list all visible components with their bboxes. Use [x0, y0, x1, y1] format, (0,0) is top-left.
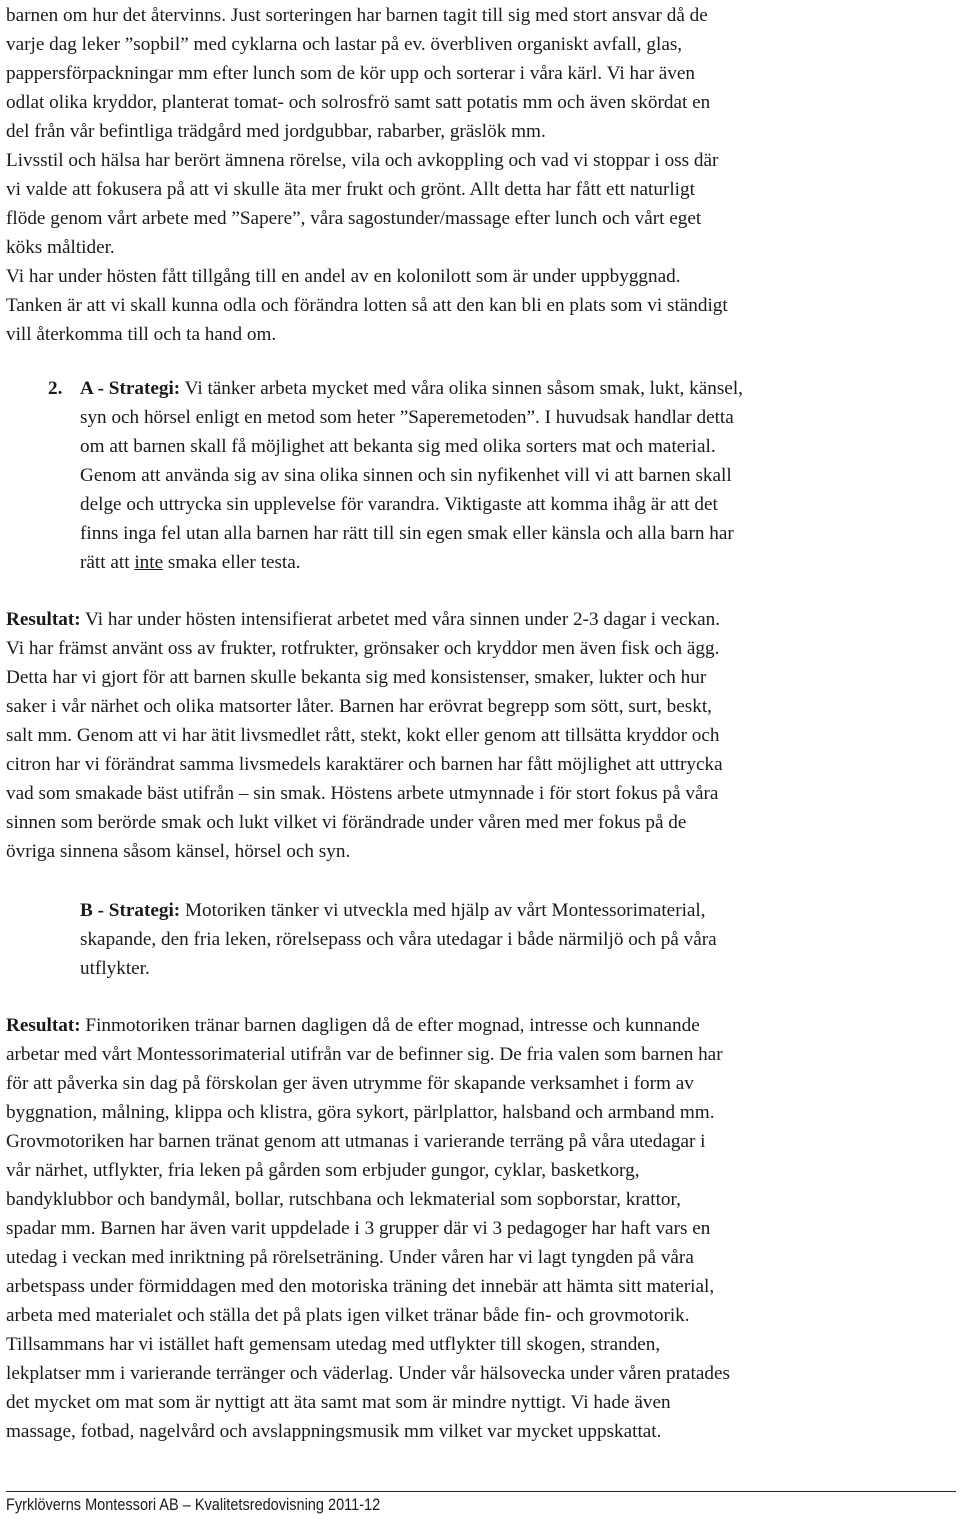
- text-line: köks måltider.: [6, 237, 115, 258]
- text-line: spadar mm. Barnen har även varit uppdelade i 3 grupper där vi 3 pedagoger har haft vars en: [6, 1218, 711, 1239]
- item-number: 2.: [48, 378, 63, 399]
- text-line: odlat olika kryddor, planterat tomat- och solrosfrö samt satt potatis mm och även skördat en: [6, 92, 711, 113]
- text-line: Detta har vi gjort för att barnen skulle bekanta sig med konsistenser, smaker, lukter och hur: [6, 667, 707, 688]
- text-line: övriga sinnena såsom känsel, hörsel och syn.: [6, 841, 351, 862]
- text-run: Motoriken tänker vi utveckla med hjälp av vårt Montessorimaterial,: [180, 900, 706, 921]
- intro-paragraph: [6, 1, 956, 349]
- text-line: vår närhet, utflykter, fria leken på gården som erbjuder gungor, cyklar, basketkorg,: [6, 1160, 640, 1181]
- text-line: för att påverka sin dag på förskolan ger även utrymme för skapande verksamhet i form av: [6, 1073, 694, 1094]
- text-line: syn och hörsel enligt en metod som heter ”Saperemetoden”. I huvudsak handlar detta: [80, 407, 734, 428]
- text-line: Livsstil och hälsa har berört ämnena rörelse, vila och avkoppling och vad vi stoppar i oss där: [6, 150, 719, 171]
- text-line: vi valde att fokusera på att vi skulle äta mer frukt och grönt. Allt detta har fått ett naturligt: [6, 179, 695, 200]
- text-line: Vi har främst använt oss av frukter, rotfrukter, grönsaker och kryddor men även fisk och ägg.: [6, 638, 720, 659]
- text-line: arbeta med materialet och ställa det på plats igen vilket tränar både fin- och grovmotorik.: [6, 1305, 690, 1326]
- page-footer: Fyrklöverns Montessori AB – Kvalitetsredovisning 2011-12: [6, 1496, 381, 1514]
- text-run: Finmotoriken tränar barnen dagligen då de efter mognad, intresse och kunnande: [80, 1015, 700, 1036]
- text-line: [80, 896, 960, 925]
- text-line: citron har vi förändrat samma livsmedels karaktärer och barnen har fått möjlighet att uttrycka: [6, 754, 723, 775]
- text-line: bandyklubbor och bandymål, bollar, rutschbana och lekmaterial som sopborstar, krattor,: [6, 1189, 681, 1210]
- text-line: Tillsammans har vi istället haft gemensam utedag med utflykter till skogen, stranden,: [6, 1334, 661, 1355]
- strategy-a-label: A - Strategi:: [80, 378, 181, 399]
- text-line: sinnen som berörde smak och lukt vilket vi förändrade under våren med mer fokus på de: [6, 812, 687, 833]
- result-b-paragraph: [6, 1011, 956, 1446]
- text-line: arbetspass under förmiddagen med den motoriska träning det innebär att hämta sitt material,: [6, 1276, 715, 1297]
- text-line: varje dag leker ”sopbil” med cyklarna och lastar på ev. överbliven organiskt avfall, glas,: [6, 34, 683, 55]
- text-line: barnen om hur det återvinns. Just sorteringen har barnen tagit till sig med stort ansvar då de: [6, 5, 708, 26]
- text-line: det mycket om mat som är nyttigt att äta samt mat som är mindre nyttigt. Vi hade även: [6, 1392, 671, 1413]
- footer-divider: [6, 1491, 956, 1492]
- text-line: Genom att använda sig av sina olika sinnen och sin nyfikenhet vill vi att barnen skall: [80, 465, 732, 486]
- text-run: smaka eller testa.: [163, 552, 301, 573]
- text-line: del från vår befintliga trädgård med jordgubbar, rabarber, gräslök mm.: [6, 121, 546, 142]
- result-b-label: Resultat:: [6, 1015, 81, 1036]
- text-line: [6, 1011, 956, 1040]
- text-run: Vi har under hösten intensifierat arbetet med våra sinnen under 2-3 dagar i veckan.: [80, 609, 721, 630]
- text-line: [80, 374, 960, 403]
- text-line: finns inga fel utan alla barnen har rätt till sin egen smak eller känsla och alla barn har: [80, 523, 734, 544]
- text-line: Vi har under hösten fått tillgång till en andel av en kolonilott som är under uppbyggnad.: [6, 266, 681, 287]
- text-line: om att barnen skall få möjlighet att bekanta sig med olika sorters mat och material.: [80, 436, 716, 457]
- text-line: arbetar med vårt Montessorimaterial utifrån var de befinner sig. De fria valen som barnen har: [6, 1044, 723, 1065]
- text-line: flöde genom vårt arbete med ”Sapere”, våra sagostunder/massage efter lunch och vårt eget: [6, 208, 702, 229]
- text-line: byggnation, målning, klippa och klistra, göra sykort, pärlplattor, halsband och armband mm.: [6, 1102, 715, 1123]
- text-line: massage, fotbad, nagelvård och avslappningsmusik mm vilket var mycket uppskattat.: [6, 1421, 662, 1442]
- text-line: utflykter.: [80, 958, 150, 979]
- text-line: delge och uttrycka sin upplevelse för varandra. Viktigaste att komma ihåg är att det: [80, 494, 718, 515]
- text-line: pappersförpackningar mm efter lunch som de kör upp och sorterar i våra kärl. Vi har även: [6, 63, 695, 84]
- text-line: [6, 605, 956, 634]
- text-run: rätt att: [80, 552, 135, 573]
- text-line: lekplatser mm i varierande terränger och väderlag. Under vår hälsovecka under våren pratades: [6, 1363, 730, 1384]
- text-line: vad som smakade bäst utifrån – sin smak. Höstens arbete utmynnade i för stort fokus på våra: [6, 783, 719, 804]
- text-line: saker i vår närhet och olika matsorter låter. Barnen har erövrat begrepp som sött, surt, beskt,: [6, 696, 712, 717]
- text-line: vill återkomma till och ta hand om.: [6, 324, 277, 345]
- text-run: Vi tänker arbeta mycket med våra olika sinnen såsom smak, lukt, känsel,: [180, 378, 743, 399]
- result-a-paragraph: [6, 605, 956, 866]
- result-a-label: Resultat:: [6, 609, 81, 630]
- strategy-b-paragraph: [80, 896, 960, 983]
- text-line: Grovmotoriken har barnen tränat genom att utmanas i varierande terräng på våra utedagar i: [6, 1131, 706, 1152]
- text-line: Tanken är att vi skall kunna odla och förändra lotten så att den kan bli en plats som vi ständigt: [6, 295, 728, 316]
- text-line: utedag i veckan med inriktning på rörelseträning. Under våren har vi lagt tyngden på våra: [6, 1247, 694, 1268]
- underlined-word: inte: [134, 552, 164, 573]
- text-line: [80, 548, 960, 577]
- strategy-a-paragraph: [80, 374, 960, 577]
- text-line: salt mm. Genom att vi har ätit livsmedlet rått, stekt, kokt eller genom att tillsätta kryddor och: [6, 725, 720, 746]
- strategy-b-label: B - Strategi:: [80, 900, 181, 921]
- text-line: skapande, den fria leken, rörelsepass och våra utedagar i både närmiljö och på våra: [80, 929, 717, 950]
